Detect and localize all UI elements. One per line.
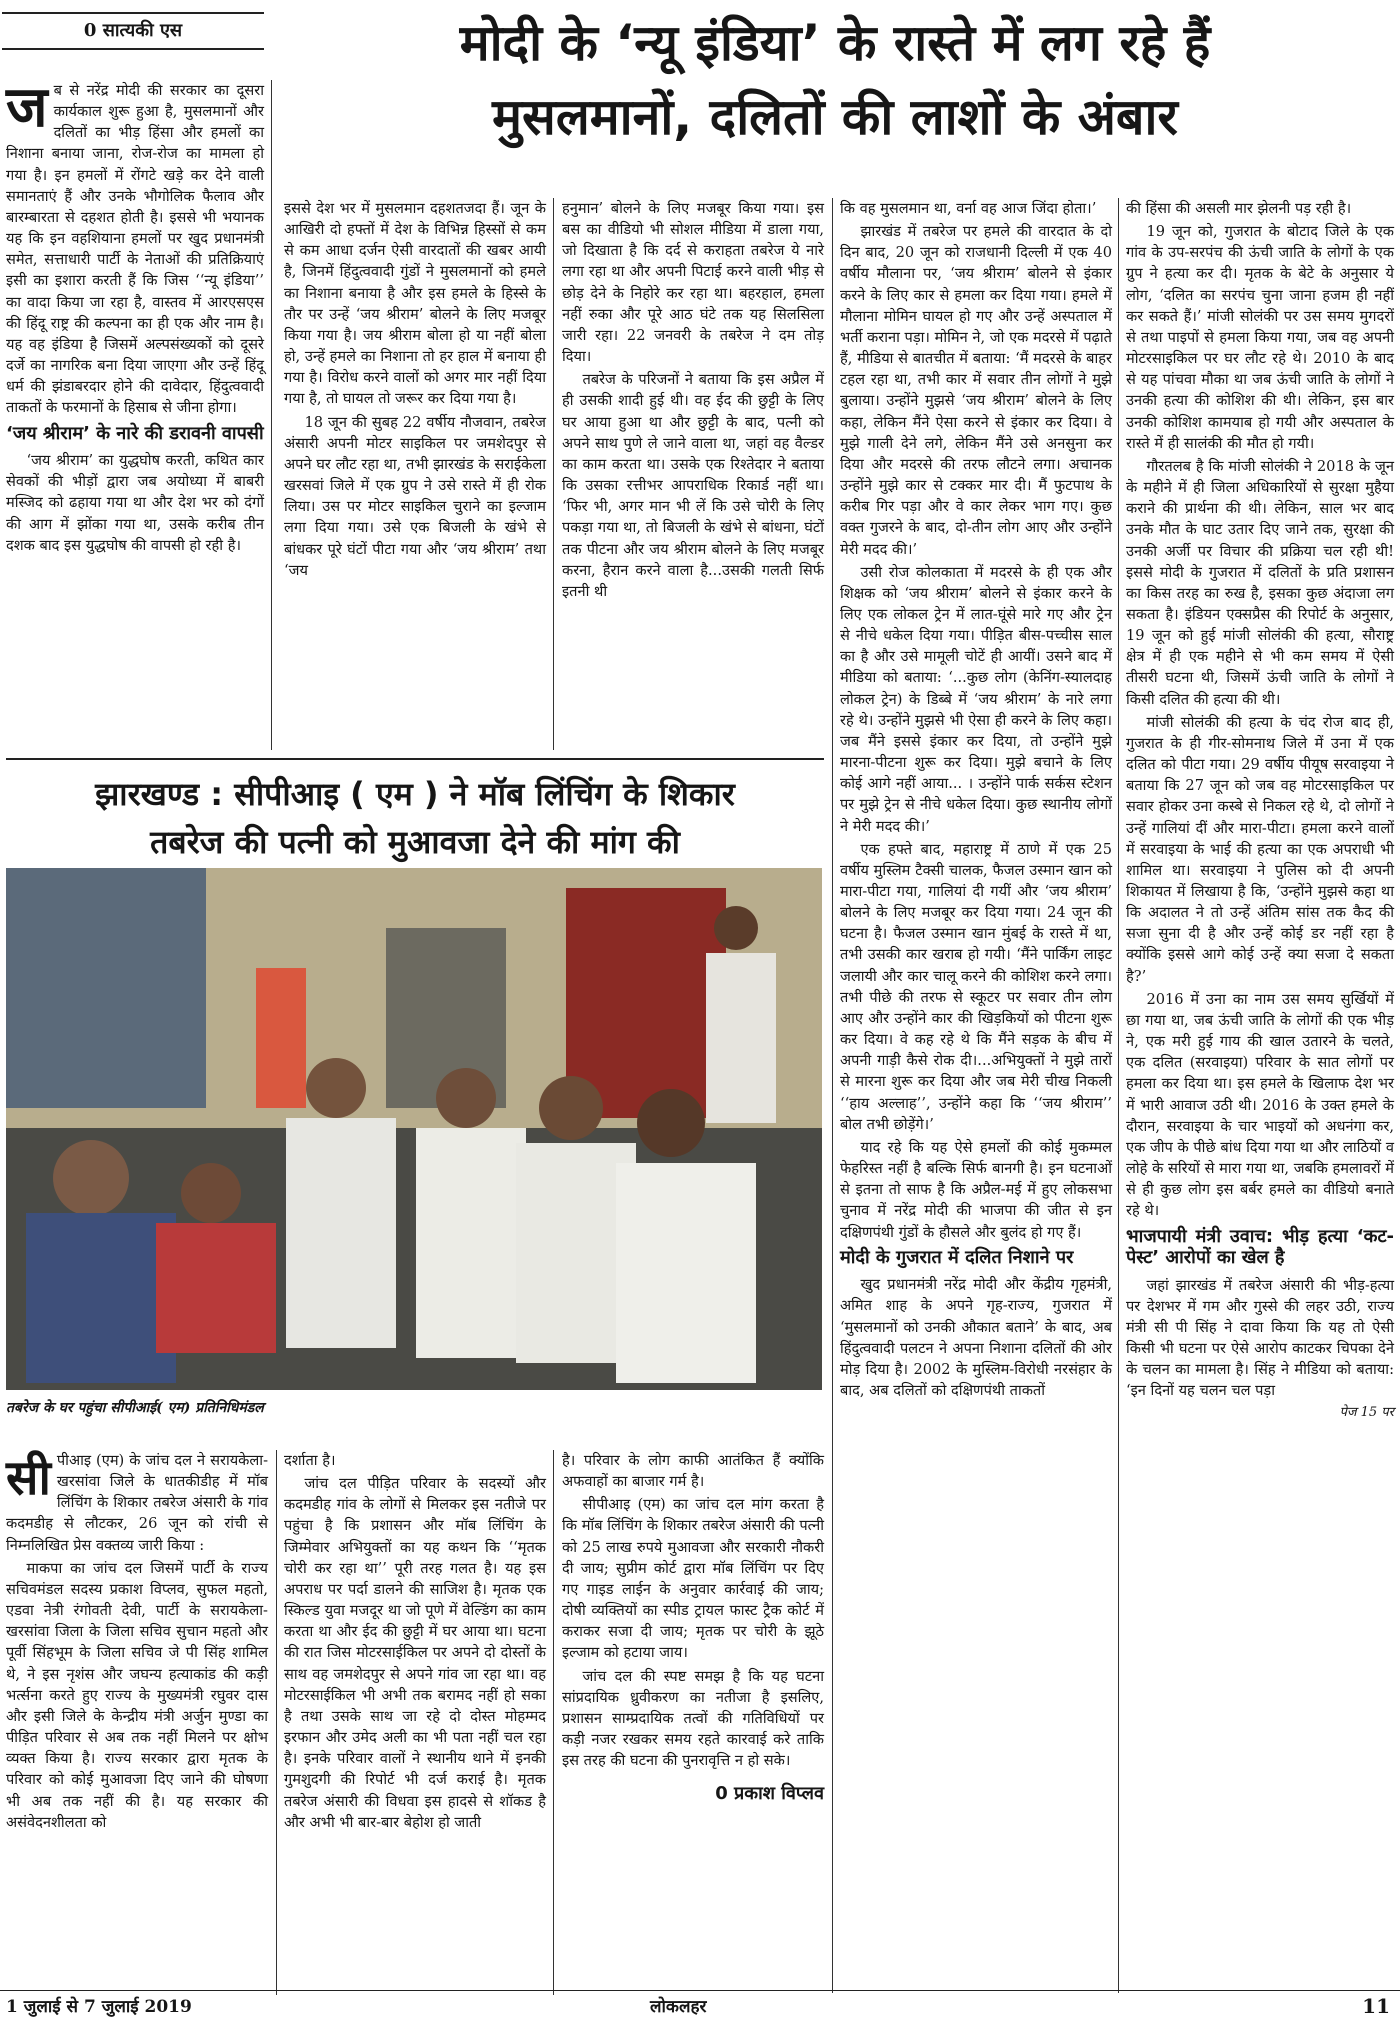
- article1-paragraph: 2016 में उना का नाम उस समय सुर्खियों में छा गया था, जब ऊंची जाति के लोगों की एक भीड़ ने, एक मरी हुई गाय की खाल उतारने के चलते, एक दलित (सरवाइया) परिवार के सात लोगों पर हमला कर दिया था। इस हमले के खिलाफ देश भर में भारी आवाज उठी थी। 2016 के उक्त हमले के दौरान, सरवाइया के चार भाइयों को अधनंगा कर, एक जीप के पीछे बांध दिया गया था और लाठियों व लोहे के सरियों से मारा गया था, जबकि हमलावरों में से ही कुछ लोग इस बर्बर हमले का वीडियो बनाते रहे थे।: [1126, 990, 1394, 1220]
- column-divider: [553, 198, 554, 750]
- top-byline: 0 सात्यकी एस: [2, 12, 264, 50]
- column-divider: [271, 80, 272, 750]
- article2-paragraph: माकपा का जांच दल जिसमें पार्टी के राज्य सचिवमंडल सदस्य प्रकाश विप्लव, सुफल महतो, एडवा नेत्री रंगोवती देवी, पार्टी के सरायकेला-खरसांवा जिला के जिला सचिव सुचान महतो और पूर्वी सिंहभूम के जिला सचिव जे पी सिंह शामिल थे, ने इस नृशंस और जघन्य हत्याकांड की कड़ी भर्त्सना करते हुए राज्य के मुख्यमंत्री रघुवर दास और इसी जिले के केन्द्रीय मंत्री अर्जुन मुण्डा का पीड़ित परिवार से अब तक नहीं मिलने पर क्षोभ व्यक्त किया है। राज्य सरकार द्वारा मृतक के परिवार को कोई मुआवजा दिए जाने की घोषणा भी अब तक नहीं की है। यह सरकार की असंवेदनशीलता को: [6, 1559, 268, 1831]
- article1-paragraph: ब से नरेंद्र मोदी की सरकार का दूसरा कार्यकाल शुरू हुआ है, मुसलमानों और दलितों का भीड़ हिंसा और हमलों का निशाना बनाया जाना, रोज-रोज का मामला हो गया है। इन हमलों में रोंगटे खड़े कर देने वाली समानताएं हैं और उनके भौगोलिक फैलाव और बारम्बारता से दहशत होती है। इससे भी भयानक यह कि इन वहशियाना हमलों पर खुद प्रधानमंत्री समेत, सत्ताधारी पार्टी के नेताओं की प्रतिक्रियाएं इसी का इशारा करती हैं कि जिस ‘‘न्यू इंडिया’’ का वादा किया जा रहा है, वास्तव में आरएसएस की हिंदू राष्ट्र की कल्पना का ही एक और नाम है। यह वह इंडिया है जिसमें अल्पसंख्यकों को दूसरे दर्जे का नागरिक बना दिया जाएगा और उन्हें हिंदू धर्म की झंडाबरदार होने की दावेदार, हिंदुत्ववादी ताकतों के फरमानों के हिसाब से जीना होगा।: [6, 82, 264, 417]
- article2-paragraph: सीपीआइ (एम) का जांच दल मांग करता है कि मॉब लिंचिंग के शिकार तबरेज अंसारी की पत्नी को 25 लाख रुपये मुआवजा और सरकारी नौकरी दी जाय; सुप्रीम कोर्ट द्वारा मॉब लिंचिंग पर दिए गए गाइड लाईन के अनुवार कार्रवाई की जाय; दोषी व्यक्तियों का स्पीड ट्रायल फास्ट ट्रैक कोर्ट में कराकर सजा दी जाय; मृतक पर चोरी के झूठे इल्जाम को हटाया जाय।: [562, 1496, 824, 1662]
- article2-headline: [6, 770, 824, 866]
- footer-rule: [0, 1990, 1400, 1991]
- article1-paragraph: उसी रोज कोलकाता में मदरसे के ही एक और शिक्षक को ‘जय श्रीराम’ बोलने से इंकार करने के लिए एक लोकल ट्रेन में लात-घूंसे मारे गए और ट्रेन से नीचे धकेल दिया गया। पीड़ित बीस-पच्चीस साल का है और उसे मामूली चोटें ही आयीं। उसने बाद में मीडिया को बताया: ‘...कुछ लोग (केनिंग-स्यालदाह लोकल ट्रेन) के डिब्बे में ‘जय श्रीराम’ के नारे लगा रहे थे। उन्होंने मुझसे भी ऐसा ही करने के लिए कहा। जब मैंने इससे इंकार कर दिया, तो उन्होंने मुझे मारना-पीटना शुरू कर दिया। मुझे बचाने के लिए कोई आगे नहीं आया... । उन्होंने पार्क सर्कस स्टेशन पर मुझे ट्रेन से नीचे धकेल दिया। कुछ स्थानीय लोगों ने मेरी मदद की।’: [840, 563, 1112, 835]
- article1-column-1: [6, 75, 264, 558]
- column-divider: [832, 198, 833, 1993]
- article1-paragraph: झारखंड में तबरेज पर हमले की वारदात के दो दिन बाद, 20 जून को राजधानी दिल्ली में एक 40 वर्षीय मौलाना पर, ‘जय श्रीराम’ बोलने से इंकार करने के लिए कार से हमला कर दिया गया। हमले में मौलाना मोमिन घायल हो गए और उन्हें अस्पताल में भर्ती कराना पड़ा। मोमिन ने, जो एक मदरसे में पढ़ाते हैं, मीडिया से बातचीत में बताया: ‘मैं मदरसे के बाहर टहल रहा था, तभी कार में सवार तीन लोगों ने मुझे बुलाया। उन्होंने मुझसे ‘जय श्रीराम’ बोलने के लिए कहा, लेकिन मैंने ऐसा करने से इंकार कर दिया। वे मुझे गाली देने लगे, लेकिन मैंने उसे अनसुना कर दिया और मदरसे की तरफ लौटने लगा। अचानक उन्होंने मुझे कार से टक्कर मार दी। मैं फुटपाथ के करीब गिर पड़ा और वे कार लेकर भाग गए। कुछ वक्त गुजरने के बाद, दो-तीन लोग आए और उन्होंने मेरी मदद की।’: [840, 223, 1112, 558]
- article1-paragraph: गौरतलब है कि मांजी सोलंकी ने 2018 के जून के महीने में ही जिला अधिकारियों से सुरक्षा मुहैया कराने की प्रार्थना की थी। लेकिन, साल भर बाद उनके मौत के घाट उतार दिए जाने तक, सुरक्षा की उनकी अर्जी पर विचार की प्रक्रिया चल रही थी! इससे मोदी के गुजरात में दलितों के प्रति प्रशासन का किस तरह का रुख है, इसका कुछ अंदाजा लग सकता है। इंडियन एक्सप्रैस की रिपोर्ट के अनुसार, 19 जून को हुई मांजी सोलंकी की हत्या, सौराष्ट्र क्षेत्र में ही एक महीने से भी कम समय में ऐसी तीसरी घटना थी, जिसमें ऊंची जाति के लोगों ने किसी दलित की हत्या की थी।: [1126, 457, 1394, 708]
- article2-paragraph: जांच दल की स्पष्ट समझ है कि यह घटना सांप्रदायिक ध्रुवीकरण का नतीजा है इसलिए, प्रशासन साम्प्रदायिक तत्वों की गतिविधियों पर कड़ी नजर रखकर समय रहते कारवाई करे ताकि इस तरह की घटना की पुनरावृत्ति न हो सके।: [562, 1667, 824, 1770]
- article1-subhead-jai-shriram: ‘जय श्रीराम’ के नारे की डरावनी वापसी: [6, 422, 264, 444]
- article1-column-2: [284, 198, 546, 583]
- article1-paragraph: की हिंसा की असली मार झेलनी पड़ रही है।: [1126, 200, 1352, 217]
- article2-paragraph: जांच दल पीड़ित परिवार के सदस्यों और कदमडीह गांव के लोगों से मिलकर इस नतीजे पर पहुंचा है कि प्रशासन और मॉब लिंचिंग के जिम्मेवार अभियुक्तों का यह कथन कि ‘‘मृतक चोरी कर रहा था’’ पूरी तरह गलत है। यह इस अपराध पर पर्दा डालने की साजिश है। मृतक एक स्किल्ड युवा मजदूर था जो पूणे में वेल्डिंग का काम करता था और ईद की छुट्टी में घर आया था। घटना की रात जिस मोटरसाईकिल पर अपने दो दोस्तों के साथ वह जमशेदपुर से अपने गांव जा रहा था। वह मोटरसाईकिल भी अभी तक बरामद नहीं हो सका है तथा उसके साथ जा रहे दो दोस्त मोहम्मद इरफान और उमेद अली का भी पता नहीं चल रहा है। इनके परिवार वालों ने स्थानीय थाने में इनकी गुमशुदगी की रिपोर्ट भी दर्ज कराई है। मृतक तबरेज अंसारी की विधवा इस हादसे से शॉकड है और अभी भी बार-बार बेहोश हो जाती: [284, 1475, 546, 1831]
- article1-paragraph: एक हफ्ते बाद, महाराष्ट्र में ठाणे में एक 25 वर्षीय मुस्लिम टैक्सी चालक, फैजल उस्मान खान को मारा-पीटा गया, गालियां दी गयीं और ‘जय श्रीराम’ बोलने के लिए मजबूर कर दिया गया। 24 जून की घटना है। फैजल उस्मान खान मुंबई के रास्ते में था, तभी उसकी कार खराब हो गयी। ‘मैंने पार्किंग लाइट जलायी और कार चालू करने की कोशिश करने लगा। तभी पीछे की तरफ से स्कूटर पर सवार तीन लोग आए और उन्होंने कार की खिड़कियों को पीटना शुरू कर दिया। वे कह रहे थे कि मैंने सड़क के बीच में अपनी गाड़ी कैसे रोक दी।...अभियुक्तों ने मुझे तारों से मारना शुरू कर दिया और जब मेरी चीख निकली ‘‘हाय अल्लाह’’, उन्होंने कहा कि ‘‘जय श्रीराम’’ बोल तभी छोड़ेंगे।’: [840, 840, 1112, 1133]
- column-divider: [553, 1450, 554, 1995]
- article1-dropcap: ज: [6, 75, 48, 140]
- article2-paragraph: है। परिवार के लोग काफी आतंकित हैं क्योंकि अफवाहों का बाजार गर्म है।: [562, 1452, 824, 1491]
- article1-paragraph: मांजी सोलंकी की हत्या के चंद रोज बाद ही, गुजरात के ही गीर-सोमनाथ जिले में उना में एक दलित को पीटा गया। 29 वर्षीय पीयूष सरवाइया ने बताया कि 27 जून को जब वह मोटरसाइकिल पर सवार होकर उना कस्बे से निकल रहे थे, दो लोगों ने उन्हें गालियां दीं और मारा-पीटा। हमला करने वालों में सरवाइया के भाई की हत्या का एक अपराधी भी शामिल था। सरवाइया ने पुलिस को दी अपनी शिकायत में लिखाया है कि, ‘उन्होंने मुझसे कहा था कि अदालत ने तो उन्हें अंतिम सांस तक कैद की सजा सुना दी है और उन्हें कोई डर नहीं रहा है क्योंकि इससे आगे कोई उन्हें क्या सजा दे सकता है?’: [1126, 713, 1394, 985]
- article2-column-1: [6, 1450, 268, 1835]
- article1-paragraph: हनुमान’ बोलने के लिए मजबूर किया गया। इस बस का वीडियो भी सोशल मीडिया में डाला गया, जो दिखाता है कि दर्द से कराहता तबरेज ये नारे लगा रहा था और अपनी पिटाई करने वाली भीड़ से छोड़ देने के निहोरे कर रहा था। बहरहाल, हमला नहीं रुका और पूरे आठ घंटे तक यह सिलसिला जारी रहा। 22 जनवरी के तबरेज ने दम तोड़ दिया।: [562, 200, 824, 366]
- article1-paragraph: ‘जय श्रीराम’ का युद्धघोष करती, कथित कार सेवकों की भीड़ों द्वारा जब अयोध्या में बाबरी मस्जिद को ढहाया गया था और देश भर को दंगों की आग में झोंका गया था, उसके करीब तीन दशक बाद इस युद्धघोष की वापसी हो रही है।: [6, 452, 264, 554]
- delegation-photo: [6, 868, 822, 1390]
- article2-dropcap: सी: [6, 1450, 51, 1506]
- article1-paragraph: याद रहे कि यह ऐसे हमलों की कोई मुकम्मल फेहरिस्त नहीं है बल्कि सिर्फ बानगी है। इन घटनाओं से इतना तो साफ है कि अप्रैल-मई में हुए लोकसभा चुनाव में नरेंद्र मोदी की भाजपा की जीत से इन दक्षिणपंथी गुंडों के हौसले और बुलंद हो गए हैं।: [840, 1138, 1112, 1241]
- article2-headline-line2: तबरेज की पत्नी को मुआवजा देने की मांग की: [150, 823, 680, 861]
- article1-paragraph: तबरेज के परिजनों ने बताया कि इस अप्रैल में ही उसकी शादी हुई थी। वह ईद की छुट्टी के लिए घर आया हुआ था और छुट्टी के बाद, पत्नी को अपने साथ पुणे ले जाने वाला था, जहां वह वैल्डर का काम करता था। उसके एक रिश्तेदार ने बताया कि उसका रत्तीभर आपराधिक रिकार्ड नहीं था। ‘फिर भी, अगर मान भी लें कि उसे चोरी के लिए पकड़ा गया था, तो बिजली के खंभे से बांधना, घंटों तक पीटना और जय श्रीराम बोलने के लिए मजबूर करना, हैरान करने वाला है...उसकी गलती सिर्फ इतनी थी: [562, 371, 824, 600]
- footer-date: 1 जुलाई से 7 जुलाई 2019: [6, 1997, 192, 2017]
- photo-caption: तबरेज के घर पहुंचा सीपीआई( एम) प्रतिनिधिमंडल: [6, 1400, 264, 1416]
- article2-paragraph: पीआइ (एम) के जांच दल ने सरायकेला-खरसांवा जिले के धातकीडीह में मॉब लिंचिंग के शिकार तबरेज अंसारी के गांव कदमडीह से लौटकर, 26 जून को रांची से निम्नलिखित प्रेस वक्तव्य जारी किया :: [6, 1452, 268, 1554]
- article2-paragraph: दर्शाता है।: [284, 1452, 336, 1469]
- article1-subhead-gujarat: मोदी के गुजरात में दलित निशाने पर: [840, 1246, 1074, 1268]
- article1-paragraph: 18 जून की सुबह 22 वर्षीय नौजवान, तबरेज अंसारी अपनी मोटर साइकिल पर जमशेदपुर से अपने घर लौट रहा था, तभी झारखंड के सराईकेला खरसवां जिले में एक ग्रुप ने उसे रास्ते में ही रोक लिया। उस पर मोटर साइकिल चुराने का इल्जाम लगा दिया गया। उसे एक बिजली के खंभे से बांधकर पूरे घंटों पीटा गया और ‘जय श्रीराम’ तथा ‘जय: [284, 413, 546, 579]
- article2-column-3: [562, 1450, 824, 1807]
- article1-paragraph: जहां झारखंड में तबरेज अंसारी की भीड़-हत्या पर देशभर में गम और गुस्से की लहर उठी, राज्य मंत्री सी पी सिंह ने दावा किया कि यह तो ऐसी किसी भी घटना पर ऐसे आरोप काटकर चिपका देने के चलन का मामला है। सिंह ने मीडिया को बताया: ‘इन दिनों यह चलन चल पड़ा: [1126, 1276, 1394, 1400]
- article1-paragraph: खुद प्रधानमंत्री नरेंद्र मोदी और केंद्रीय गृहमंत्री, अमित शाह के अपने गृह-राज्य, गुजरात में ‘मुसलमानों को उनकी औकात बताने’ के बाद, अब हिंदुत्ववादी पलटन ने अपना निशाना दलितों की ओर मोड़ दिया है। 2002 के मुस्लिम-विरोधी नरसंहार के बाद, अब दलितों को दक्षिणपंथी ताकतों: [840, 1276, 1112, 1400]
- article1-paragraph: कि वह मुसलमान था, वर्ना वह आज जिंदा होता।’: [840, 200, 1097, 217]
- continued-on-page: पेज 15 पर: [1339, 1404, 1394, 1420]
- main-headline-line2: मुसलमानों, दलितों की लाशों के अंबार: [492, 88, 1178, 146]
- main-headline: [270, 6, 1400, 154]
- column-divider: [276, 1450, 277, 1995]
- footer-page-number: 11: [1362, 1994, 1390, 2018]
- section-divider: [6, 758, 824, 760]
- article1-column-3: [562, 198, 824, 604]
- article1-paragraph: 19 जून को, गुजरात के बोटाद जिले के एक गांव के उप-सरपंच की ऊंची जाति के लोगों के एक ग्रुप ने हत्या कर दी। मृतक के बेटे के अनुसार ये लोग, ‘दलित का सरपंच चुना जाना हजम ही नहीं कर सकते हैं।’ मांजी सोलंकी पर उस समय मुगदरों से तथा पाइपों से हमला किया गया, जब वह अपनी मोटरसाइकिल पर घर लौट रहे थे। 2010 के बाद से यह पांचवा मौका था जब ऊंची जाति के लोगों ने उनकी हत्या की कोशिश की थी। लेकिन, इस बार उनकी कोशिश कामयाब हो गयी और अस्पताल के रास्ते में ही सालंकी की मौत हो गयी।: [1126, 223, 1394, 452]
- article1-paragraph: इससे देश भर में मुसलमान दहशतजदा हैं। जून के आखिरी दो हफ्तों में देश के विभिन्न हिस्सों से कम से कम आधा दर्जन ऐसी वारदातों की खबर आयी है, जिनमें हिंदुत्ववादी गुंडों ने मुसलमानों को हमले का निशाना बनाया है और इस हमले के हिस्से के तौर पर उन्हें ‘जय श्रीराम’ बोलने के लिए मजबूर किया गया है। जय श्रीराम बोला हो या नहीं बोला हो, उन्हें हमले का निशाना तो हर हाल में बनाया ही गया है। विरोध करने वालों को अगर मार नहीं दिया गया है, तो घायल तो जरूर कर दिया गया है।: [284, 200, 546, 408]
- article1-subhead-bjp-minister: भाजपायी मंत्री उवाच: भीड़ हत्या ‘कट-पेस्ट’ आरोपों का खेल है: [1126, 1225, 1394, 1269]
- article1-column-5: [1126, 198, 1394, 1422]
- column-divider: [1118, 198, 1119, 1993]
- footer-publication: लोकलहर: [650, 1997, 707, 2017]
- article2-headline-line1: झारखण्ड : सीपीआइ ( एम ) ने मॉब लिंचिंग के शिकार: [95, 775, 735, 813]
- article1-column-4: [840, 198, 1112, 1403]
- article2-byline: 0 प्रकाश विप्लव: [715, 1783, 824, 1805]
- main-headline-line1: मोदी के ‘न्यू इंडिया’ के रास्ते में लग रहे हैं: [459, 14, 1211, 72]
- article2-column-2: [284, 1450, 546, 1835]
